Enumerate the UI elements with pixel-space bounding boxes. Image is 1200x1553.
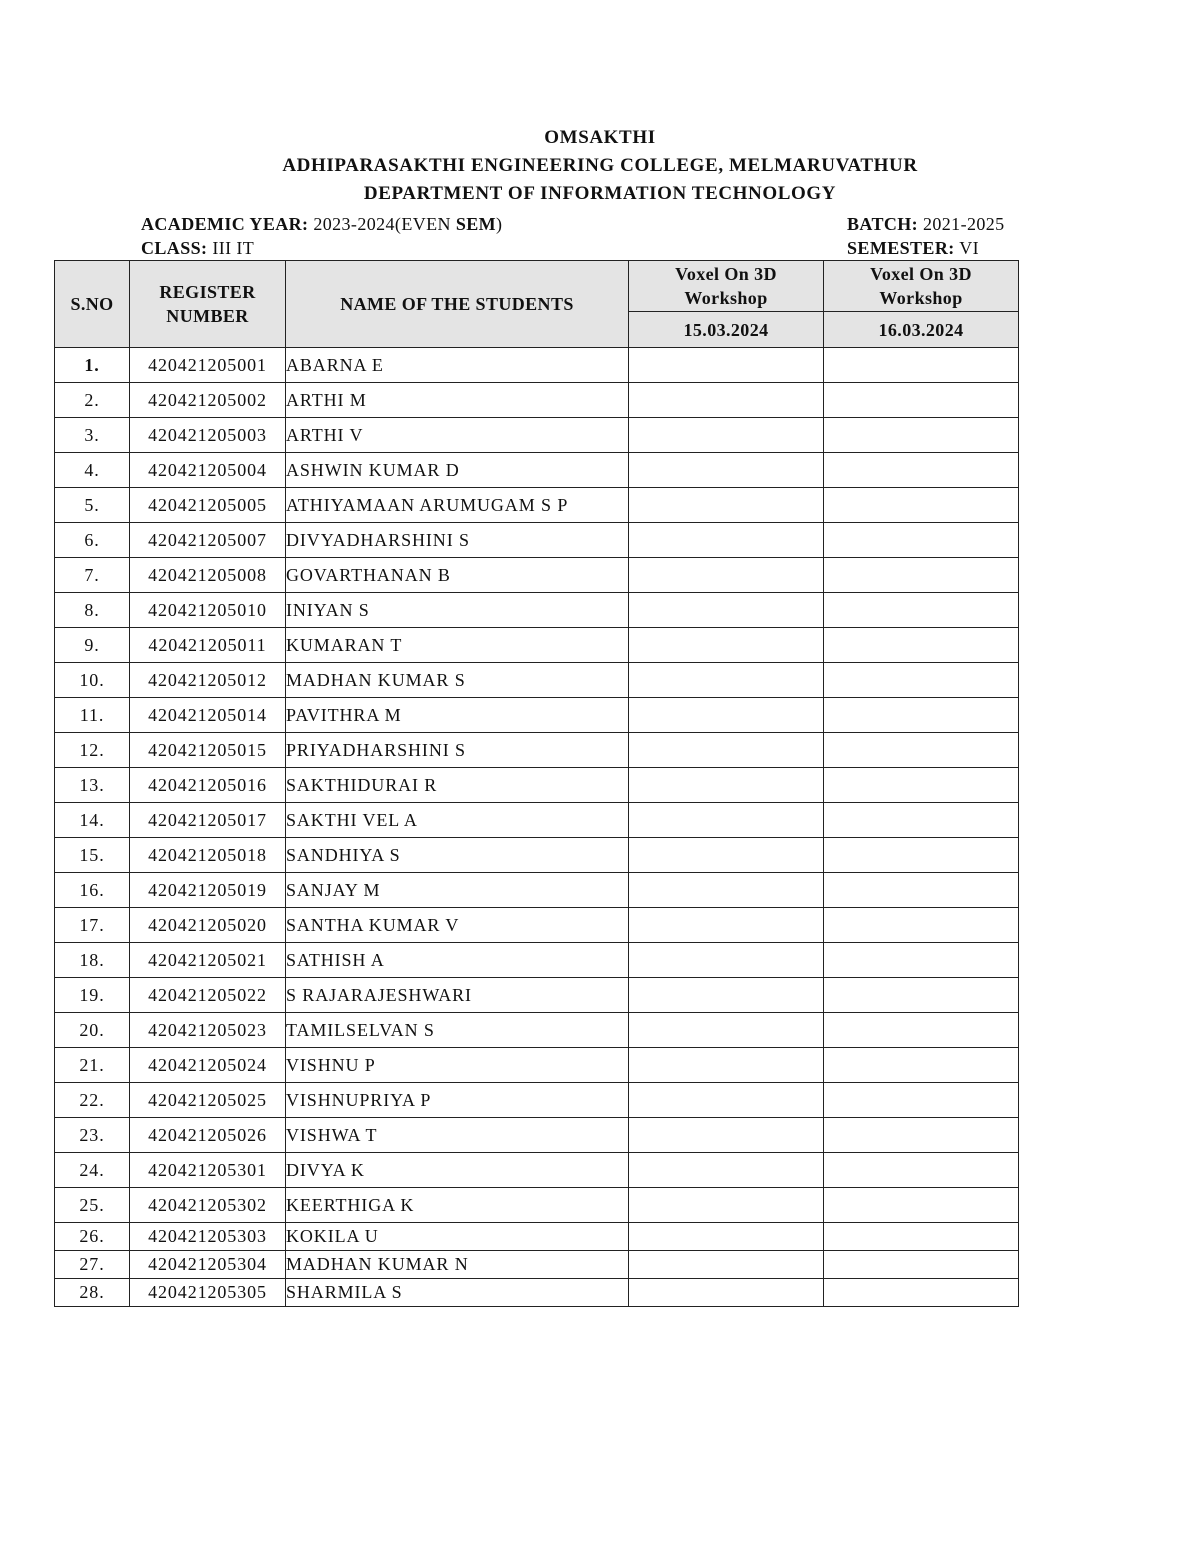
sno-cell: 27.	[55, 1251, 130, 1279]
academic-year-label: ACADEMIC YEAR:	[141, 214, 309, 234]
sno-cell: 20.	[55, 1013, 130, 1048]
table-row	[55, 1223, 1019, 1251]
academic-year-close: )	[496, 214, 503, 234]
register-number-cell: 420421205302	[130, 1188, 286, 1223]
sno-cell: 25.	[55, 1188, 130, 1223]
sno-cell: 17.	[55, 908, 130, 943]
student-name-cell: KOKILA U	[286, 1223, 629, 1251]
table-row	[55, 803, 1019, 838]
attendance-cell-day2	[824, 523, 1019, 558]
attendance-cell-day1	[629, 488, 824, 523]
student-name-cell: SAKTHI VEL A	[286, 803, 629, 838]
table-row	[55, 1279, 1019, 1307]
sno-cell: 2.	[55, 383, 130, 418]
student-name-cell: GOVARTHANAN B	[286, 558, 629, 593]
academic-year-sem: SEM	[455, 214, 497, 234]
sno-cell: 5.	[55, 488, 130, 523]
register-number-cell: 420421205017	[130, 803, 286, 838]
attendance-cell-day2	[824, 558, 1019, 593]
student-name-cell: SHARMILA S	[286, 1279, 629, 1307]
attendance-cell-day1	[629, 733, 824, 768]
semester-value: VI	[954, 238, 980, 258]
register-number-cell: 420421205016	[130, 768, 286, 803]
student-name-cell: KUMARAN T	[286, 628, 629, 663]
attendance-cell-day2	[824, 1013, 1019, 1048]
sno-cell: 16.	[55, 873, 130, 908]
table-row	[55, 663, 1019, 698]
sno-cell: 26.	[55, 1223, 130, 1251]
student-name-cell: ARTHI M	[286, 383, 629, 418]
attendance-cell-day1	[629, 698, 824, 733]
table-row	[55, 698, 1019, 733]
attendance-cell-day2	[824, 628, 1019, 663]
attendance-cell-day1	[629, 768, 824, 803]
register-number-cell: 420421205010	[130, 593, 286, 628]
attendance-cell-day1	[629, 383, 824, 418]
register-number-cell: 420421205004	[130, 453, 286, 488]
attendance-cell-day2	[824, 733, 1019, 768]
sno-cell: 15.	[55, 838, 130, 873]
student-name-cell: VISHWA T	[286, 1118, 629, 1153]
register-number-cell: 420421205003	[130, 418, 286, 453]
batch-value: 2021-2025	[918, 214, 1005, 234]
register-number-cell: 420421205020	[130, 908, 286, 943]
attendance-cell-day2	[824, 418, 1019, 453]
attendance-cell-day2	[824, 1118, 1019, 1153]
attendance-cell-day2	[824, 1048, 1019, 1083]
attendance-cell-day2	[824, 1279, 1019, 1307]
sno-cell: 18.	[55, 943, 130, 978]
col-header-event2-date: 16.03.2024	[824, 312, 1019, 348]
sno-cell: 14.	[55, 803, 130, 838]
sno-cell: 4.	[55, 453, 130, 488]
register-number-cell: 420421205018	[130, 838, 286, 873]
student-name-cell: SANJAY M	[286, 873, 629, 908]
header-line-omsakthi: OMSAKTHI	[544, 127, 656, 148]
attendance-cell-day1	[629, 1251, 824, 1279]
sno-cell: 1.	[55, 348, 130, 383]
register-number-cell: 420421205025	[130, 1083, 286, 1118]
register-number-cell: 420421205024	[130, 1048, 286, 1083]
attendance-cell-day1	[629, 943, 824, 978]
sno-cell: 10.	[55, 663, 130, 698]
register-number-cell: 420421205005	[130, 488, 286, 523]
student-name-cell: PAVITHRA M	[286, 698, 629, 733]
attendance-cell-day2	[824, 1083, 1019, 1118]
student-name-cell: S RAJARAJESHWARI	[286, 978, 629, 1013]
col-header-register-line2: NUMBER	[166, 306, 249, 326]
attendance-cell-day2	[824, 943, 1019, 978]
class-label: CLASS:	[141, 238, 208, 258]
attendance-cell-day1	[629, 803, 824, 838]
attendance-cell-day1	[629, 348, 824, 383]
table-row	[55, 593, 1019, 628]
col-header-register-number	[130, 261, 286, 348]
register-number-cell: 420421205011	[130, 628, 286, 663]
attendance-cell-day2	[824, 803, 1019, 838]
attendance-cell-day2	[824, 1251, 1019, 1279]
register-number-cell: 420421205304	[130, 1251, 286, 1279]
attendance-cell-day2	[824, 593, 1019, 628]
table-row	[55, 838, 1019, 873]
attendance-cell-day2	[824, 1153, 1019, 1188]
table-row	[55, 558, 1019, 593]
table-row	[55, 453, 1019, 488]
attendance-cell-day2	[824, 488, 1019, 523]
attendance-cell-day1	[629, 1083, 824, 1118]
sno-cell: 22.	[55, 1083, 130, 1118]
register-number-cell: 420421205001	[130, 348, 286, 383]
table-row	[55, 418, 1019, 453]
attendance-cell-day2	[824, 838, 1019, 873]
attendance-cell-day1	[629, 873, 824, 908]
sno-cell: 23.	[55, 1118, 130, 1153]
attendance-cell-day1	[629, 523, 824, 558]
student-name-cell: TAMILSELVAN S	[286, 1013, 629, 1048]
attendance-cell-day1	[629, 1153, 824, 1188]
attendance-cell-day1	[629, 663, 824, 698]
register-number-cell: 420421205012	[130, 663, 286, 698]
sno-cell: 13.	[55, 768, 130, 803]
student-name-cell: VISHNUPRIYA P	[286, 1083, 629, 1118]
sno-cell: 24.	[55, 1153, 130, 1188]
register-number-cell: 420421205019	[130, 873, 286, 908]
register-number-cell: 420421205023	[130, 1013, 286, 1048]
attendance-cell-day2	[824, 873, 1019, 908]
register-number-cell: 420421205026	[130, 1118, 286, 1153]
table-row	[55, 383, 1019, 418]
attendance-cell-day2	[824, 383, 1019, 418]
attendance-cell-day2	[824, 663, 1019, 698]
table-row	[55, 1188, 1019, 1223]
register-number-cell: 420421205002	[130, 383, 286, 418]
academic-year	[141, 214, 502, 235]
attendance-cell-day1	[629, 838, 824, 873]
student-name-cell: MADHAN KUMAR N	[286, 1251, 629, 1279]
col-header-event1	[629, 261, 824, 312]
col-header-name: NAME OF THE STUDENTS	[286, 261, 629, 348]
register-number-cell: 420421205007	[130, 523, 286, 558]
attendance-cell-day2	[824, 908, 1019, 943]
table-row	[55, 348, 1019, 383]
sno-cell: 6.	[55, 523, 130, 558]
register-number-cell: 420421205015	[130, 733, 286, 768]
attendance-cell-day1	[629, 978, 824, 1013]
col-header-event1-line2: Workshop	[684, 288, 768, 308]
register-number-cell: 420421205014	[130, 698, 286, 733]
attendance-cell-day1	[629, 628, 824, 663]
col-header-sno: S.NO	[55, 261, 130, 348]
table-row	[55, 943, 1019, 978]
table-row	[55, 1013, 1019, 1048]
table-row	[55, 1251, 1019, 1279]
sno-cell: 7.	[55, 558, 130, 593]
attendance-cell-day2	[824, 698, 1019, 733]
register-number-cell: 420421205008	[130, 558, 286, 593]
attendance-cell-day2	[824, 978, 1019, 1013]
col-header-event2-line2: Workshop	[879, 288, 963, 308]
batch	[847, 214, 1005, 235]
student-name-cell: ASHWIN KUMAR D	[286, 453, 629, 488]
attendance-cell-day2	[824, 348, 1019, 383]
college-name: ADHIPARASAKTHI ENGINEERING COLLEGE, MELMARUVATHUR	[282, 155, 918, 176]
attendance-table	[54, 260, 1019, 1307]
col-header-event2-line1: Voxel On 3D	[870, 264, 972, 284]
register-number-cell: 420421205301	[130, 1153, 286, 1188]
student-name-cell: SANDHIYA S	[286, 838, 629, 873]
attendance-cell-day1	[629, 593, 824, 628]
table-row	[55, 1153, 1019, 1188]
table-row	[55, 1048, 1019, 1083]
batch-label: BATCH:	[847, 214, 919, 234]
attendance-cell-day1	[629, 1279, 824, 1307]
student-name-cell: SATHISH A	[286, 943, 629, 978]
sno-cell: 9.	[55, 628, 130, 663]
student-name-cell: PRIYADHARSHINI S	[286, 733, 629, 768]
attendance-cell-day2	[824, 1188, 1019, 1223]
attendance-cell-day1	[629, 1048, 824, 1083]
table-row	[55, 523, 1019, 558]
register-number-cell: 420421205305	[130, 1279, 286, 1307]
attendance-cell-day1	[629, 908, 824, 943]
sno-cell: 11.	[55, 698, 130, 733]
attendance-cell-day1	[629, 418, 824, 453]
table-row	[55, 488, 1019, 523]
attendance-cell-day2	[824, 453, 1019, 488]
student-name-cell: ABARNA E	[286, 348, 629, 383]
attendance-cell-day2	[824, 1223, 1019, 1251]
semester-label: SEMESTER:	[847, 238, 955, 258]
student-name-cell: SAKTHIDURAI R	[286, 768, 629, 803]
academic-year-value: 2023-2024(EVEN	[308, 214, 456, 234]
attendance-cell-day1	[629, 453, 824, 488]
table-row	[55, 908, 1019, 943]
student-name-cell: MADHAN KUMAR S	[286, 663, 629, 698]
attendance-cell-day1	[629, 558, 824, 593]
col-header-event1-date: 15.03.2024	[629, 312, 824, 348]
table-row	[55, 873, 1019, 908]
register-number-cell: 420421205021	[130, 943, 286, 978]
department-name: DEPARTMENT OF INFORMATION TECHNOLOGY	[363, 183, 837, 204]
sno-cell: 3.	[55, 418, 130, 453]
semester	[847, 238, 979, 259]
student-name-cell: ATHIYAMAAN ARUMUGAM S P	[286, 488, 629, 523]
attendance-cell-day1	[629, 1188, 824, 1223]
class	[141, 238, 254, 259]
sno-cell: 19.	[55, 978, 130, 1013]
student-name-cell: DIVYADHARSHINI S	[286, 523, 629, 558]
table-row	[55, 1083, 1019, 1118]
student-name-cell: DIVYA K	[286, 1153, 629, 1188]
col-header-event1-line1: Voxel On 3D	[675, 264, 777, 284]
col-header-register-line1: REGISTER	[159, 282, 256, 302]
sno-cell: 28.	[55, 1279, 130, 1307]
table-row	[55, 733, 1019, 768]
sno-cell: 12.	[55, 733, 130, 768]
student-name-cell: ARTHI V	[286, 418, 629, 453]
table-row	[55, 628, 1019, 663]
col-header-event2	[824, 261, 1019, 312]
register-number-cell: 420421205022	[130, 978, 286, 1013]
sno-cell: 21.	[55, 1048, 130, 1083]
student-name-cell: KEERTHIGA K	[286, 1188, 629, 1223]
table-row	[55, 978, 1019, 1013]
student-name-cell: VISHNU P	[286, 1048, 629, 1083]
table-row	[55, 768, 1019, 803]
student-name-cell: SANTHA KUMAR V	[286, 908, 629, 943]
sno-cell: 8.	[55, 593, 130, 628]
attendance-cell-day1	[629, 1118, 824, 1153]
attendance-cell-day1	[629, 1223, 824, 1251]
table-row	[55, 1118, 1019, 1153]
class-value: III IT	[207, 238, 255, 258]
register-number-cell: 420421205303	[130, 1223, 286, 1251]
attendance-cell-day1	[629, 1013, 824, 1048]
attendance-cell-day2	[824, 768, 1019, 803]
student-name-cell: INIYAN S	[286, 593, 629, 628]
